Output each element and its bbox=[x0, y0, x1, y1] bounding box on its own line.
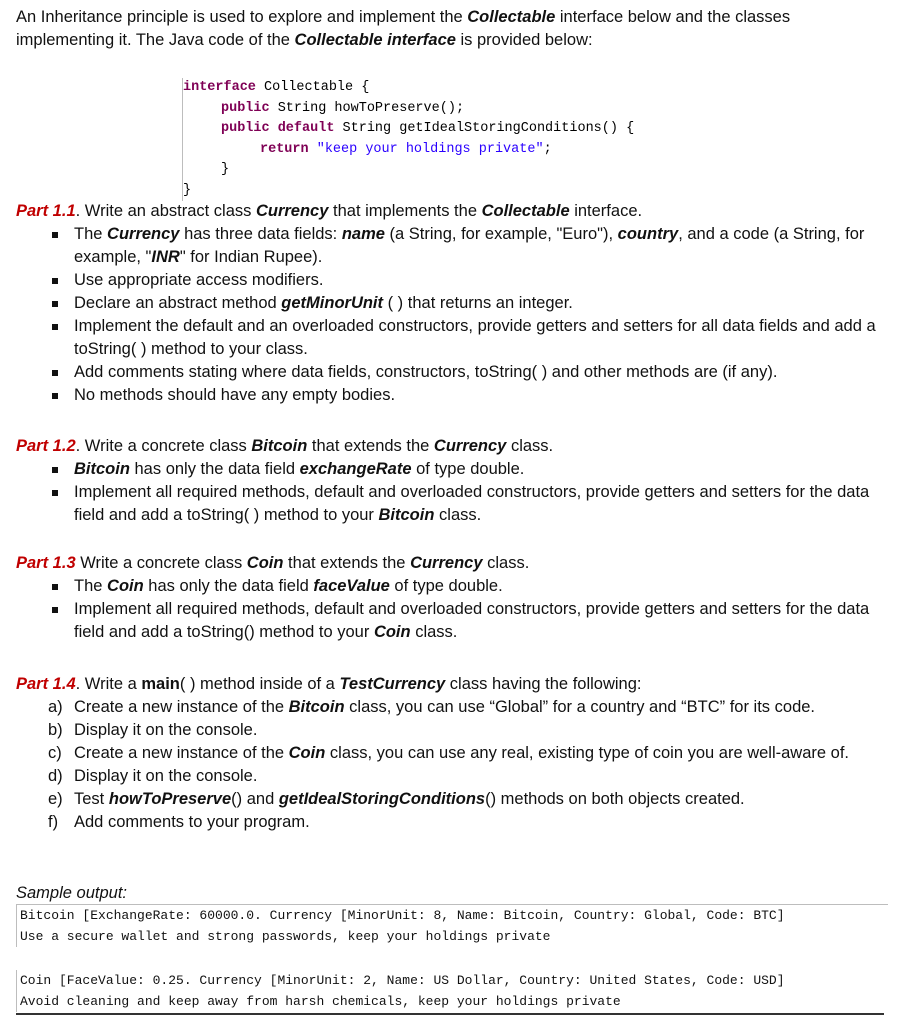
bullet-item bbox=[16, 269, 886, 292]
text: (a String, for example, "Euro"), bbox=[384, 225, 618, 243]
text: Implement all required methods, default and overloaded constructors, provide getters and setters for the data field and add a toString() method to your bbox=[74, 600, 870, 641]
emph: Coin bbox=[107, 577, 144, 595]
bullet-item bbox=[16, 292, 886, 315]
part-1-2-heading bbox=[16, 435, 886, 458]
heading-text: class. bbox=[506, 437, 554, 455]
step-item bbox=[16, 788, 886, 811]
step-marker: e) bbox=[48, 790, 63, 808]
text: () methods on both objects created. bbox=[485, 790, 745, 808]
text: class, you can use any real, existing type of coin you are well-aware of. bbox=[325, 744, 849, 762]
text: Implement all required methods, default and overloaded constructors, provide getters and setters for the data field and add a toString( ) method to your bbox=[74, 483, 870, 524]
sample-output-bitcoin bbox=[16, 904, 888, 947]
code-text: String howToPreserve(); bbox=[269, 100, 465, 116]
text: () and bbox=[231, 790, 279, 808]
text: has only the data field bbox=[129, 460, 300, 478]
part-1-1-heading bbox=[16, 200, 886, 223]
code-line-6 bbox=[183, 181, 643, 202]
text: class. bbox=[434, 506, 482, 524]
bullet-item bbox=[16, 575, 886, 598]
code-brace: } bbox=[183, 182, 192, 198]
part-label: Part 1.4 bbox=[16, 675, 76, 693]
heading-text: . Write an abstract class bbox=[75, 202, 256, 220]
intro-text-2: interface below and the classes implementing it. The Java code of the bbox=[16, 8, 791, 49]
code-brace: } bbox=[221, 162, 230, 177]
text: of type double. bbox=[389, 577, 503, 595]
bullet-item bbox=[16, 361, 886, 384]
part-label: Part 1.3 bbox=[16, 554, 76, 572]
emph: name bbox=[341, 225, 385, 243]
step-marker: d) bbox=[48, 767, 63, 785]
heading-emph: Collectable bbox=[481, 202, 570, 220]
intro-collectable-interface: Collectable interface bbox=[294, 31, 456, 49]
text: , and a code (a String, for example, " bbox=[74, 225, 865, 266]
heading-emph: Currency bbox=[255, 202, 329, 220]
heading-text: class having the following: bbox=[445, 675, 642, 693]
step-item bbox=[16, 811, 886, 834]
part-label: Part 1.1 bbox=[16, 202, 76, 220]
output-line: Avoid cleaning and keep away from harsh chemicals, keep your holdings private bbox=[20, 994, 621, 1009]
part-1-3-heading bbox=[16, 552, 886, 575]
text: of type double. bbox=[411, 460, 525, 478]
part-1-2-bullets bbox=[16, 458, 886, 527]
emph: Coin bbox=[373, 623, 411, 641]
emph: Bitcoin bbox=[74, 460, 130, 478]
bullet-item bbox=[16, 598, 886, 644]
code-text: Collectable { bbox=[255, 80, 370, 95]
text: The bbox=[74, 225, 108, 243]
emph: getMinorUnit bbox=[281, 294, 384, 312]
text: Add comments stating where data fields, constructors, toString( ) and other methods are (if any). bbox=[74, 363, 778, 381]
part-label: Part 1.2 bbox=[16, 437, 76, 455]
text: Create a new instance of the bbox=[74, 744, 289, 762]
heading-text: Write a concrete class bbox=[75, 554, 247, 572]
heading-text: . Write a concrete class bbox=[75, 437, 252, 455]
emph: Currency bbox=[107, 225, 180, 243]
code-keyword: public default bbox=[221, 121, 335, 136]
sample-output-label: Sample output: bbox=[16, 884, 127, 902]
intro-collectable: Collectable bbox=[467, 8, 556, 26]
bullet-item bbox=[16, 481, 886, 527]
intro-paragraph bbox=[16, 6, 886, 52]
text: Add comments to your program. bbox=[74, 813, 310, 831]
code-text: ; bbox=[543, 141, 552, 157]
heading-text: interface. bbox=[569, 202, 643, 220]
part-1-4-heading bbox=[16, 673, 886, 696]
text: Test bbox=[74, 790, 109, 808]
emph: getIdealStoringConditions bbox=[278, 790, 486, 808]
text: ( ) that returns an integer. bbox=[383, 294, 573, 312]
part-1-3 bbox=[16, 552, 886, 644]
code-text: String getIdealStoringConditions() { bbox=[334, 121, 635, 136]
intro-text-3: is provided below: bbox=[455, 31, 593, 49]
code-line-2 bbox=[183, 99, 643, 120]
text: Display it on the console. bbox=[74, 721, 258, 739]
bottom-rule bbox=[16, 1013, 884, 1015]
output-line: Use a secure wallet and strong passwords, keep your holdings private bbox=[20, 929, 551, 944]
step-item bbox=[16, 719, 886, 742]
emph: Bitcoin bbox=[288, 698, 345, 716]
code-line-5 bbox=[183, 160, 643, 181]
heading-emph: main bbox=[141, 675, 180, 693]
text: has only the data field bbox=[143, 577, 314, 595]
emph: INR bbox=[151, 248, 180, 266]
part-1-1 bbox=[16, 200, 886, 407]
intro-text: An Inheritance principle is used to explore and implement the bbox=[16, 8, 468, 26]
bullet-item bbox=[16, 223, 886, 269]
text: class, you can use “Global” for a country and “BTC” for its code. bbox=[344, 698, 816, 716]
emph: exchangeRate bbox=[299, 460, 412, 478]
part-1-4 bbox=[16, 673, 886, 834]
step-marker: c) bbox=[48, 744, 62, 762]
text: The bbox=[74, 577, 108, 595]
bullet-item bbox=[16, 384, 886, 407]
text: No methods should have any empty bodies. bbox=[74, 386, 396, 404]
emph: Bitcoin bbox=[378, 506, 435, 524]
text: Implement the default and an overloaded constructors, provide getters and setters for all data fields and add a toString( ) method to your class. bbox=[74, 317, 876, 358]
part-1-3-bullets bbox=[16, 575, 886, 644]
heading-text: that implements the bbox=[328, 202, 482, 220]
step-marker: f) bbox=[48, 813, 59, 831]
heading-emph: Bitcoin bbox=[251, 437, 308, 455]
code-keyword: interface bbox=[183, 80, 256, 95]
text: class. bbox=[410, 623, 458, 641]
heading-emph: Currency bbox=[410, 554, 483, 572]
output-line: Bitcoin [ExchangeRate: 60000.0. Currency [MinorUnit: 8, Name: Bitcoin, Country: Global, Code: BTC] bbox=[20, 908, 785, 923]
part-1-1-bullets bbox=[16, 223, 886, 407]
step-marker: a) bbox=[48, 698, 63, 716]
heading-text: . Write a bbox=[75, 675, 142, 693]
sample-output-coin bbox=[16, 970, 888, 1012]
heading-text: that extends the bbox=[283, 554, 411, 572]
code-keyword: return bbox=[260, 141, 309, 157]
step-item bbox=[16, 696, 886, 719]
heading-text: class. bbox=[482, 554, 530, 572]
text: Create a new instance of the bbox=[74, 698, 289, 716]
collectable-code-block bbox=[182, 78, 643, 201]
output-line: Coin [FaceValue: 0.25. Currency [MinorUnit: 2, Name: US Dollar, Country: United States, Code: USD] bbox=[20, 973, 785, 988]
text: has three data fields: bbox=[179, 225, 342, 243]
emph: country bbox=[617, 225, 679, 243]
code-line-4 bbox=[183, 140, 643, 161]
heading-text: that extends the bbox=[307, 437, 434, 455]
step-item bbox=[16, 742, 886, 765]
emph: faceValue bbox=[313, 577, 390, 595]
code-line-1 bbox=[183, 78, 643, 99]
step-marker: b) bbox=[48, 721, 63, 739]
text: Declare an abstract method bbox=[74, 294, 282, 312]
text: Display it on the console. bbox=[74, 767, 258, 785]
step-item bbox=[16, 765, 886, 788]
heading-emph: Coin bbox=[246, 554, 284, 572]
text: Use appropriate access modifiers. bbox=[74, 271, 324, 289]
heading-emph: Currency bbox=[433, 437, 507, 455]
code-keyword: public bbox=[221, 100, 270, 116]
bullet-item bbox=[16, 458, 886, 481]
heading-emph: TestCurrency bbox=[339, 675, 446, 693]
emph: howToPreserve bbox=[108, 790, 232, 808]
text: " for Indian Rupee). bbox=[179, 248, 323, 266]
bullet-item bbox=[16, 315, 886, 361]
part-1-2 bbox=[16, 435, 886, 527]
part-1-4-steps bbox=[16, 696, 886, 834]
code-string: "keep your holdings private" bbox=[316, 141, 544, 157]
emph: Coin bbox=[288, 744, 326, 762]
code-line-3 bbox=[183, 119, 643, 140]
heading-text: ( ) method inside of a bbox=[179, 675, 340, 693]
